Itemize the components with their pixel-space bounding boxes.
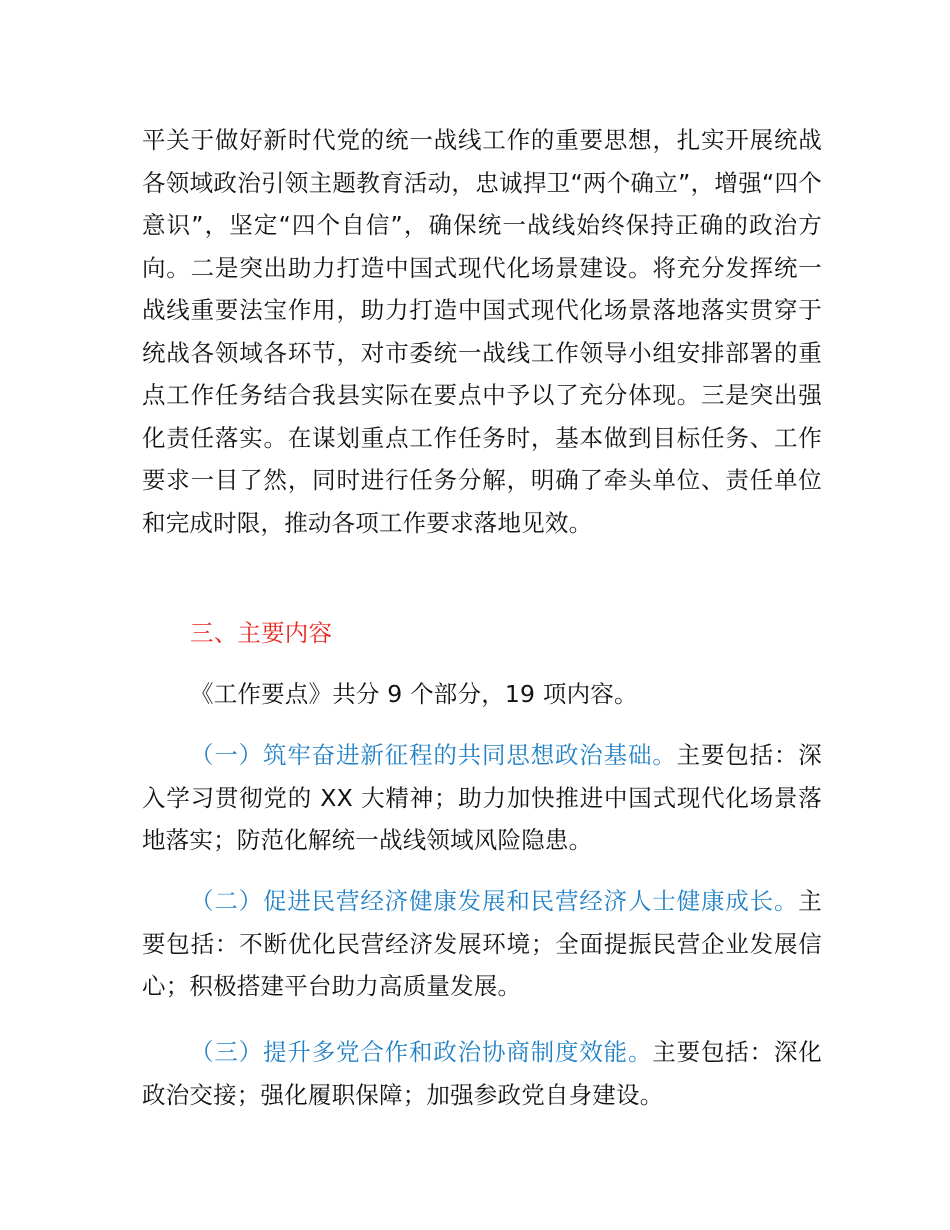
item-3-lead: （三）提升多党合作和政治协商制度效能。 bbox=[190, 1038, 653, 1066]
section-heading: 三、主要内容 bbox=[190, 619, 333, 647]
item-2-lead: （二）促进民营经济健康发展和民营经济人士健康成长。 bbox=[190, 887, 799, 915]
item-1-lead: （一）筑牢奋进新征程的共同思想政治基础。 bbox=[190, 741, 677, 769]
list-item-2 bbox=[142, 880, 822, 1008]
list-item-1 bbox=[142, 734, 822, 862]
body-paragraph: 平关于做好新时代党的统一战线工作的重要思想，扎实开展统战各领域政治引领主题教育活动，忠诚捍卫“两个确立”，增强“四个意识”，坚定“四个自信”，确保统一战线始终保持正确的政治方向。二是突出助力打造中国式现代化场景建设。将充分发挥统一战线重要法宝作用，助力打造中国式现代化场景落地落实贯穿于统战各领域各环节，对市委统一战线工作领导小组安排部署的重点工作任务结合我县实际在要点中予以了充分体现。三是突出强化责任落实。在谋划重点工作任务时，基本做到目标任务、工作要求一目了然，同时进行任务分解，明确了牵头单位、责任单位和完成时限，推动各项工作要求落地见效。 bbox=[142, 126, 822, 537]
item-3-body: 主要包括：深化政治交接；强化履职保障；加强参政党自身建设。 bbox=[142, 1038, 822, 1109]
list-item-3 bbox=[142, 1031, 822, 1116]
item-1-body: 主要包括：深入学习贯彻党的 XX 大精神；助力加快推进中国式现代化场景落地落实；防范化解统一战线领域风险隐患。 bbox=[142, 741, 822, 854]
item-2-body: 主要包括：不断优化民营经济发展环境；全面提振民营企业发展信心；积极搭建平台助力高质量发展。 bbox=[142, 887, 822, 1000]
summary-paragraph: 《工作要点》共分 9 个部分，19 项内容。 bbox=[190, 680, 638, 708]
